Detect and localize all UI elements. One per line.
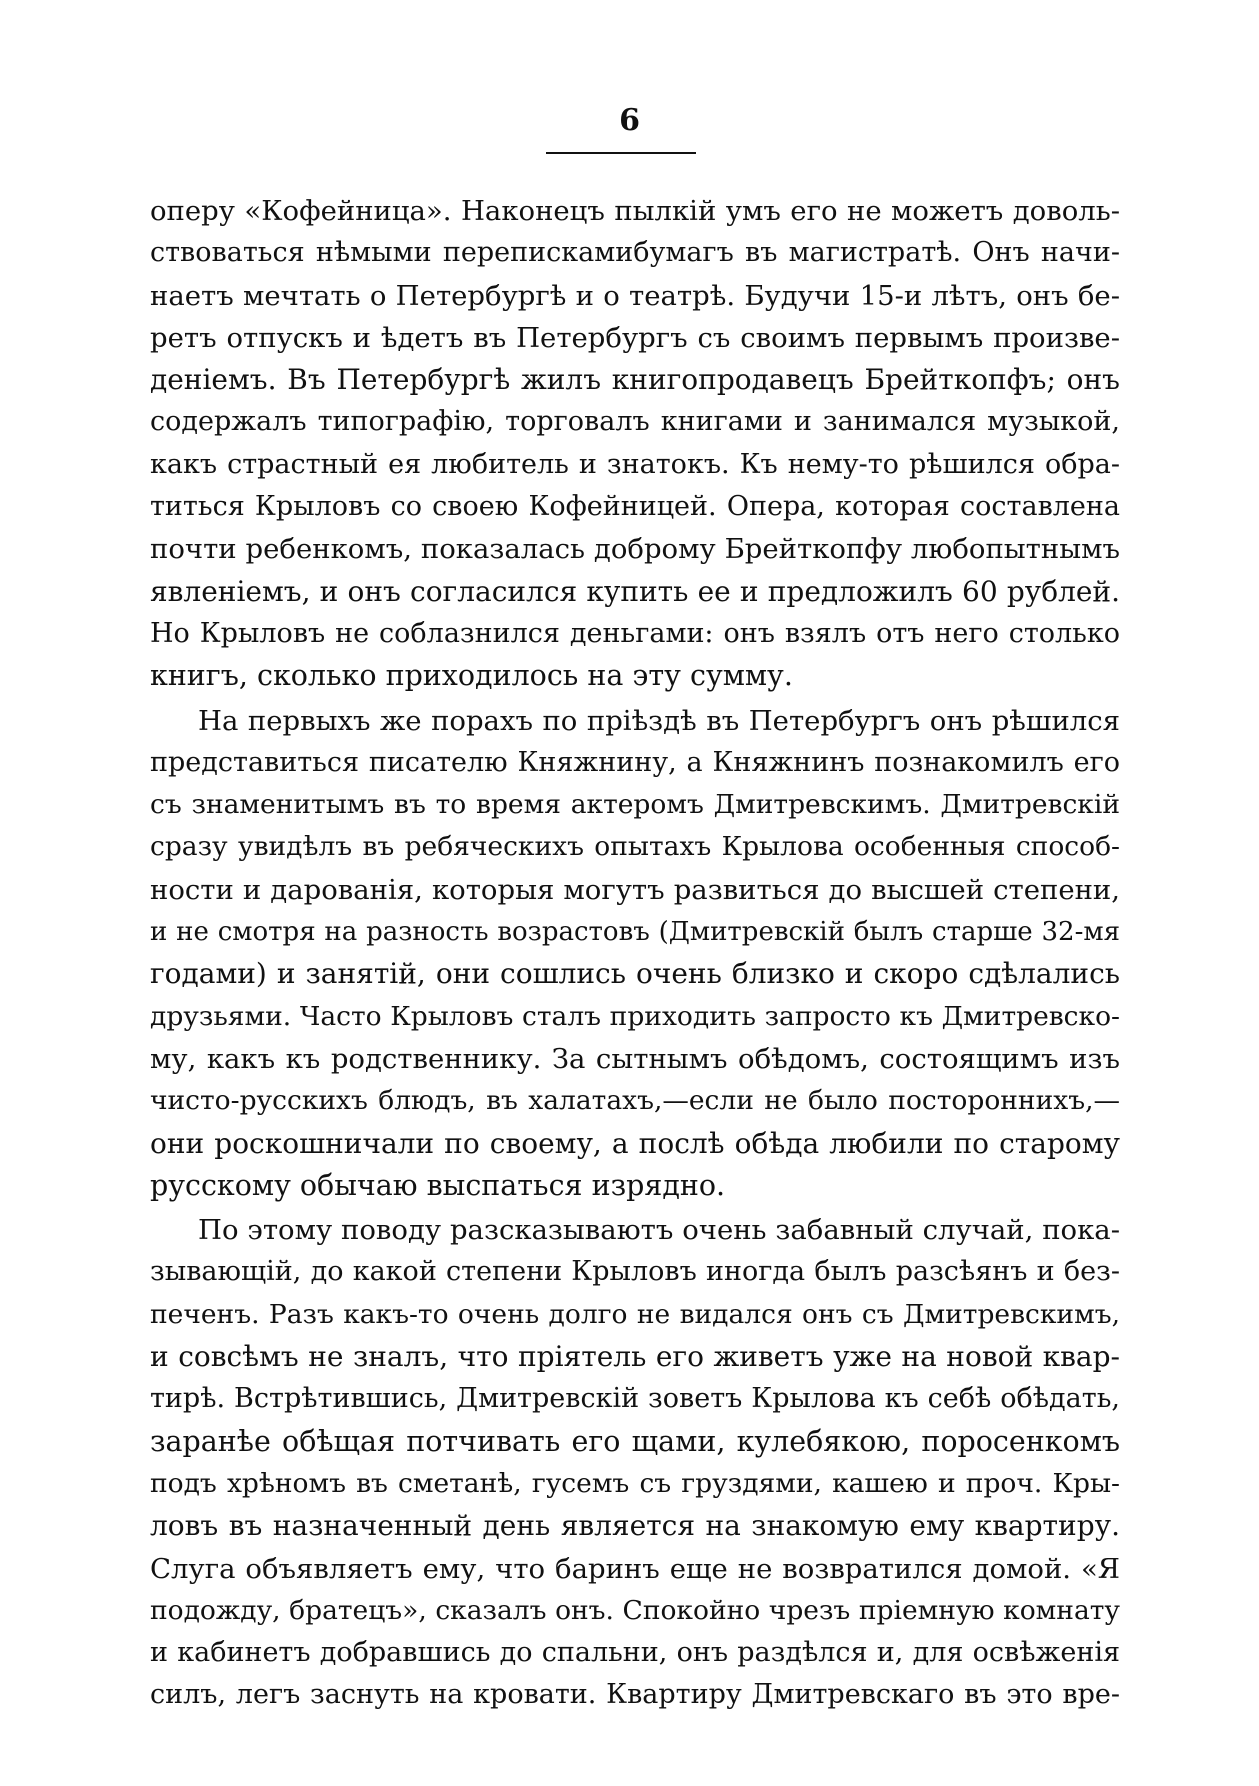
- text-line: По этому поводу разсказываютъ очень забавный случай, пока-: [198, 1214, 1120, 1247]
- text-line: ловъ въ назначенный день является на знакомую ему квартиру.: [150, 1509, 1120, 1543]
- text-line: Но Крыловъ не соблазнился деньгами: онъ взялъ отъ него столько: [150, 617, 1120, 649]
- text-line: подъ хрѣномъ въ сметанѣ, гусемъ съ груздями, кашею и проч. Кры-: [150, 1467, 1120, 1499]
- text-line: книгъ, сколько приходилось на эту сумму.: [150, 659, 793, 693]
- text-line: ретъ отпускъ и ѣдетъ въ Петербургъ съ своимъ первымъ произве-: [150, 321, 1120, 354]
- text-line: съ знаменитымъ въ то время актеромъ Дмитревскимъ. Дмитревскій: [150, 789, 1120, 821]
- text-line: ности и дарованія, которыя могутъ развиться до высшей степени,: [150, 873, 1120, 906]
- text-line: и кабинетъ добравшись до спальни, онъ раздѣлся и, для освѣженія: [150, 1637, 1120, 1669]
- text-line: зывающій, до какой степени Крыловъ иногда былъ разсѣянъ и без-: [150, 1256, 1120, 1288]
- text-line: Слуга объявляетъ ему, что баринъ еще не возвратился домой. «Я: [150, 1552, 1120, 1585]
- text-line: русскому обычаю выспаться изрядно.: [150, 1168, 726, 1202]
- text-line: явленіемъ, и онъ согласился купить ее и предложилъ 60 рублей.: [150, 574, 1120, 608]
- page-number: 6: [619, 103, 640, 138]
- text-line: му, какъ къ родственнику. За сытнымъ обѣдомъ, состоящимъ изъ: [150, 1042, 1120, 1075]
- paragraph: [150, 190, 1120, 698]
- text-line: деніемъ. Въ Петербургѣ жилъ книгопродавецъ Брейткопфъ; онъ: [150, 363, 1120, 397]
- text-line: ствоваться нѣмыми перепискамибумагъ въ магистратѣ. Онъ начи-: [150, 237, 1120, 269]
- text-line: На первыхъ же порахъ по пріѣздѣ въ Петербургъ онъ рѣшился: [198, 704, 1120, 737]
- text-line: оперу «Кофейница». Наконецъ пылкій умъ его не можетъ доволь-: [150, 195, 1120, 227]
- text-line: силъ, легъ заснуть на кровати. Квартиру Дмитревскаго въ это вре-: [150, 1679, 1120, 1711]
- text-line: и совсѣмъ не зналъ, что пріятель его живетъ уже на новой квар-: [150, 1340, 1120, 1374]
- body-text: [150, 190, 1120, 1717]
- text-line: друзьями. Часто Крыловъ сталъ приходить запросто къ Дмитревско-: [150, 1000, 1120, 1032]
- text-line: титься Крыловъ со своею Кофейницей. Опера, которая составлена: [150, 491, 1120, 523]
- text-line: содержалъ типографію, торговалъ книгами и занимался музыкой,: [150, 406, 1120, 438]
- text-line: и не смотря на разность возрастовъ (Дмитревскій былъ старше 32-мя: [150, 917, 1120, 948]
- text-line: они роскошничали по своему, а послѣ обѣда любили по старому: [150, 1126, 1120, 1160]
- paragraph: [150, 1209, 1120, 1717]
- text-line: какъ страстный ея любитель и знатокъ. Къ нему-то рѣшился обра-: [150, 448, 1120, 480]
- text-line: чисто-русскихъ блюдъ, въ халатахъ,—если не было постороннихъ,—: [150, 1085, 1120, 1117]
- text-line: заранѣе обѣщая потчивать его щами, кулебякою, поросенкомъ: [150, 1424, 1120, 1458]
- text-line: подожду, братецъ», сказалъ онъ. Спокойно чрезъ пріемную комнату: [150, 1594, 1120, 1626]
- text-line: наетъ мечтать о Петербургѣ и о театрѣ. Будучи 15-и лѣтъ, онъ бе-: [150, 279, 1120, 312]
- text-line: печенъ. Разъ какъ-то очень долго не видался онъ съ Дмитревскимъ,: [150, 1298, 1120, 1330]
- text-line: почти ребенкомъ, показалась доброму Брейткопфу любопытнымъ: [150, 533, 1120, 566]
- paragraph: [150, 700, 1120, 1208]
- header-rule: [546, 152, 696, 154]
- text-line: сразу увидѣлъ въ ребяческихъ опытахъ Крылова особенныя способ-: [150, 831, 1120, 863]
- text-line: представиться писателю Княжнину, а Княжнинъ познакомилъ его: [150, 746, 1120, 778]
- text-line: тирѣ. Встрѣтившись, Дмитревскій зоветъ Крылова къ себѣ обѣдать,: [150, 1383, 1120, 1415]
- text-line: годами) и занятій, они сошлись очень близко и скоро сдѣлались: [150, 957, 1120, 991]
